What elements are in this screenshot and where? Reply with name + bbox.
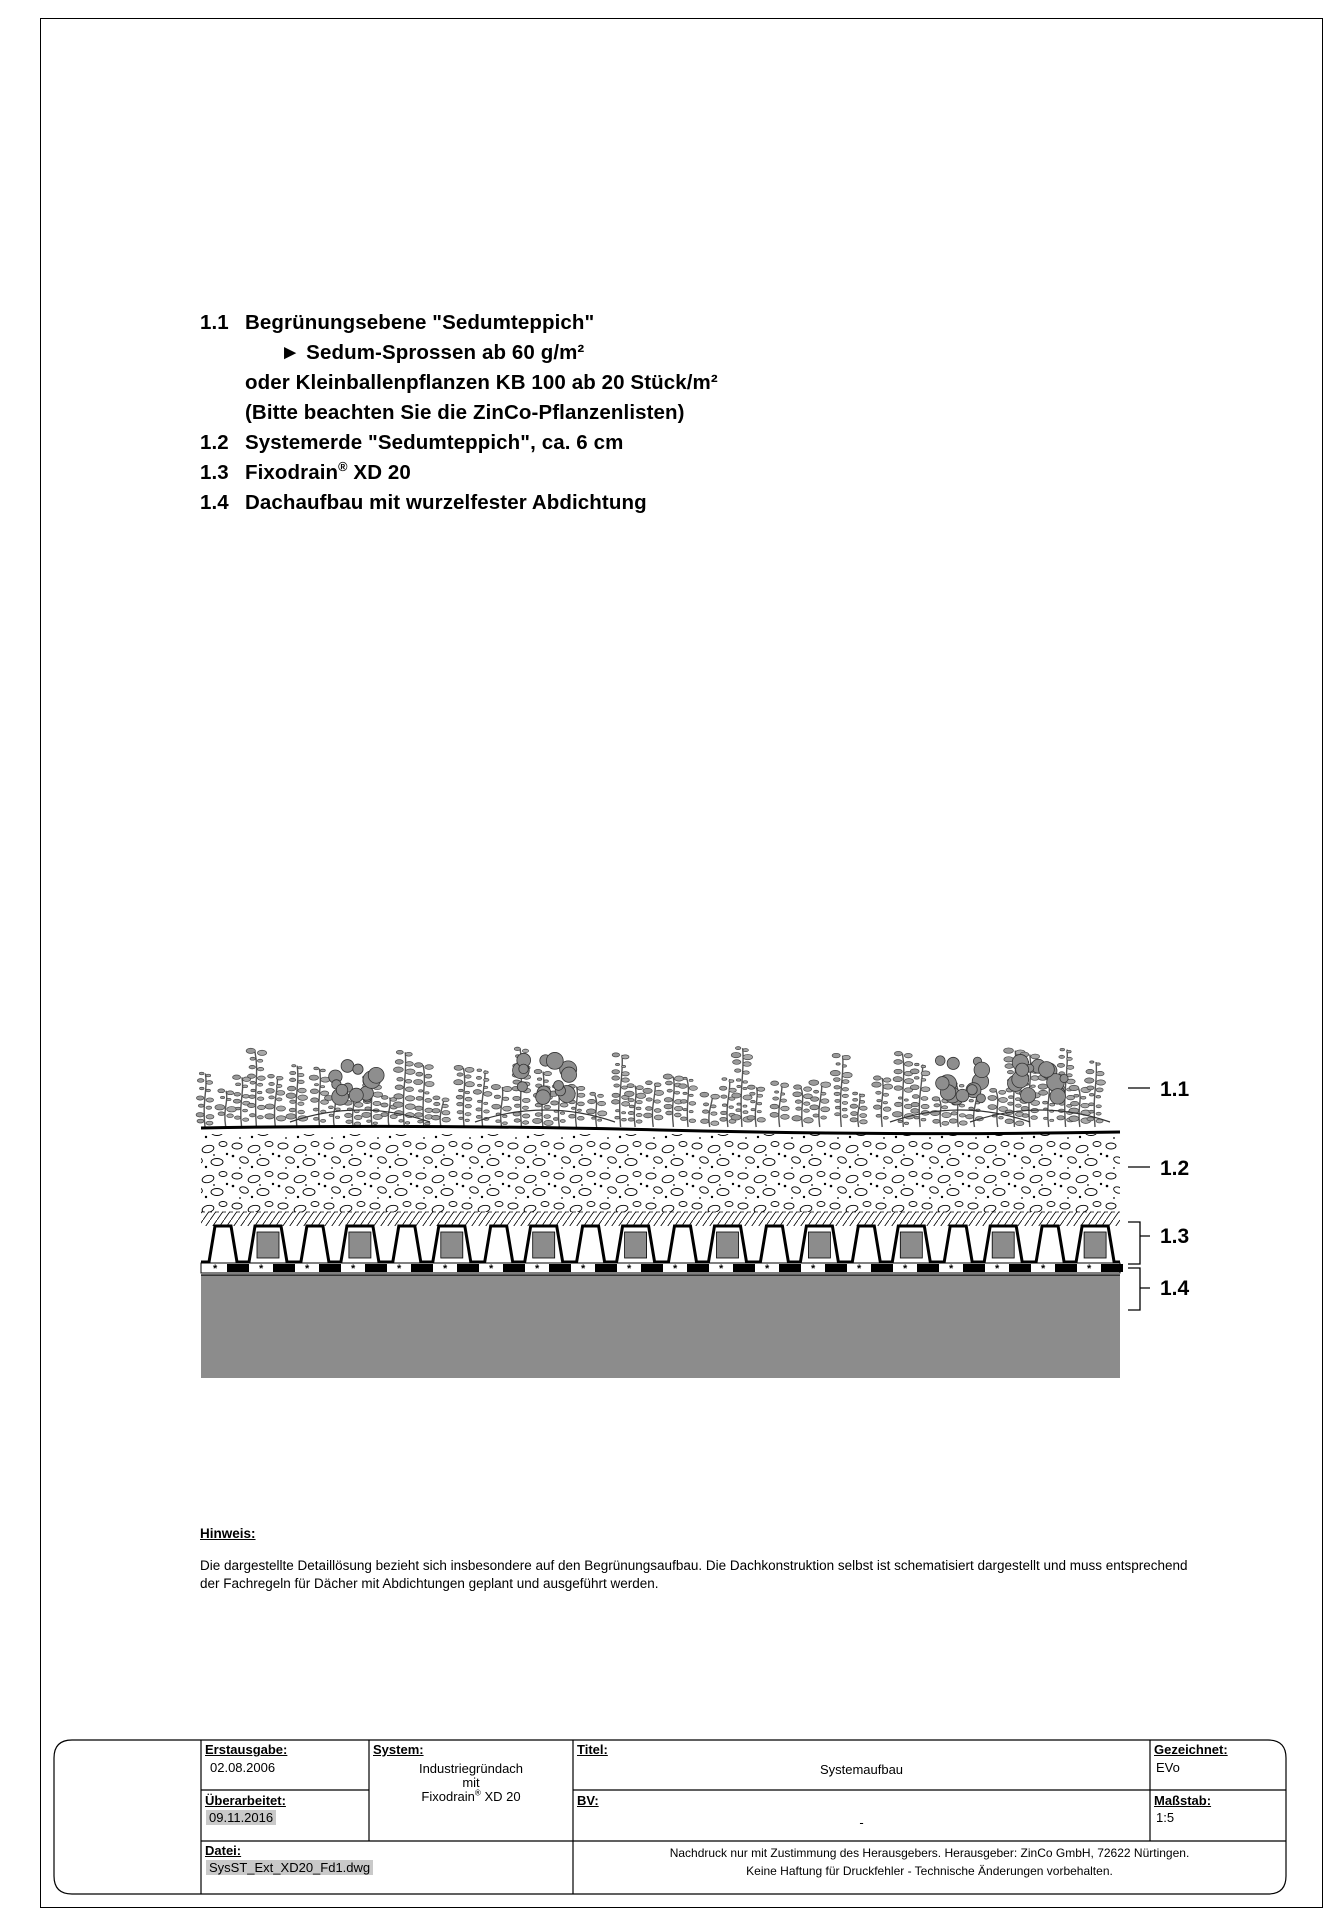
sedum-plant (432, 1096, 451, 1127)
legend-subline: (Bitte beachten Sie die ZinCo-Pflanzenlisten) (245, 401, 685, 424)
svg-text:*: * (581, 1263, 586, 1275)
drain-cup (717, 1232, 739, 1258)
sedum-plant (265, 1074, 286, 1127)
protection-mat-strip (201, 1263, 1123, 1275)
fixodrain-element (201, 1226, 1120, 1262)
copyright-line-2: Keine Haftung für Druckfehler - Technische Änderungen vorbehalten. (746, 1864, 1113, 1878)
datei-label: Datei: (205, 1843, 242, 1858)
callout-1-4 (1128, 1268, 1190, 1310)
sedum-plant (770, 1081, 789, 1127)
callout-1-3 (1128, 1222, 1189, 1264)
drain-cup (900, 1232, 922, 1258)
callout-1-1 (1128, 1078, 1190, 1101)
drain-cup (257, 1232, 279, 1258)
legend-text: Systemerde "Sedumteppich", ca. 6 cm (245, 431, 624, 454)
erstausgabe-label: Erstausgabe: (205, 1742, 288, 1757)
legend-number: 1.1 (200, 311, 229, 334)
roof-construction-layer (201, 1275, 1120, 1378)
callout-label: 1.2 (1160, 1157, 1190, 1180)
copyright-line-1: Nachdruck nur mit Zustimmung des Herausgebers. Herausgeber: ZinCo GmbH, 72622 Nürtingen. (669, 1846, 1190, 1860)
callout-label: 1.4 (1160, 1277, 1190, 1300)
sedum-plant (246, 1048, 267, 1127)
system-label: System: (373, 1742, 424, 1757)
svg-text:*: * (673, 1263, 678, 1275)
hint-title: Hinweis: (200, 1526, 256, 1541)
sedum-plant (830, 1053, 852, 1127)
titel-value: Systemaufbau (819, 1762, 904, 1777)
svg-text:*: * (765, 1263, 770, 1275)
legend-number: 1.4 (200, 491, 229, 514)
massstab-value: 1:5 (1156, 1810, 1175, 1825)
system-value (369, 1762, 573, 1804)
sedum-plant (700, 1092, 720, 1127)
sedum-plant (196, 1072, 214, 1127)
drain-cup (625, 1232, 647, 1258)
filter-fleece-hatch (201, 1212, 1120, 1226)
legend-text: XD 20 (347, 461, 411, 484)
erstausgabe-value: 02.08.2006 (210, 1760, 276, 1775)
sedum-plant (850, 1092, 867, 1127)
sedum-plant (586, 1092, 606, 1127)
sedum-plant (491, 1084, 512, 1127)
ueberarbeitet-value: 09.11.2016 (206, 1810, 276, 1826)
ueberarbeitet-label: Überarbeitet: (205, 1793, 286, 1808)
callout-label: 1.1 (1160, 1078, 1190, 1101)
legend-text: Fixodrain (245, 461, 339, 484)
sedum-plant (988, 1088, 1008, 1127)
titel-label: Titel: (577, 1742, 608, 1757)
bv-value: - (859, 1815, 864, 1830)
registered-mark: ® (338, 459, 348, 475)
sedum-plant (473, 1069, 492, 1127)
svg-text:*: * (259, 1263, 264, 1275)
vegetation-ground-line (201, 1126, 1120, 1133)
svg-text:*: * (857, 1263, 862, 1275)
svg-text:*: * (627, 1263, 632, 1275)
sedum-plant (611, 1053, 629, 1127)
gezeichnet-value: EVo (1156, 1760, 1180, 1775)
legend-subline: ► Sedum-Sprossen ab 60 g/m² (280, 341, 585, 364)
sedum-plant (454, 1065, 475, 1127)
gezeichnet-label: Gezeichnet: (1154, 1742, 1228, 1757)
svg-text:*: * (351, 1263, 356, 1275)
svg-text:*: * (1041, 1263, 1046, 1275)
svg-text:*: * (1087, 1263, 1092, 1275)
sedum-plant (679, 1077, 698, 1127)
drain-cup (1084, 1232, 1106, 1258)
sedum-vegetation-layer (196, 1047, 1110, 1127)
drain-cup (349, 1232, 371, 1258)
callout-1-2 (1128, 1157, 1189, 1180)
sedum-plant (872, 1076, 893, 1127)
legend-number: 1.2 (200, 431, 229, 454)
system-line: Industriegründach (418, 1761, 524, 1776)
sedum-plant (215, 1089, 237, 1127)
svg-text:*: * (305, 1263, 310, 1275)
massstab-label: Maßstab: (1154, 1793, 1212, 1808)
svg-text:*: * (811, 1263, 816, 1275)
sedum-plant (393, 1050, 415, 1127)
svg-text:*: * (719, 1263, 724, 1275)
svg-text:*: * (489, 1263, 494, 1275)
drain-cup (992, 1232, 1014, 1258)
legend-subline: oder Kleinballenpflanzen KB 100 ab 20 Stück/m² (245, 371, 718, 394)
callout-label: 1.3 (1160, 1225, 1190, 1248)
svg-text:*: * (995, 1263, 1000, 1275)
hint-text: Die dargestellte Detaillösung bezieht sich insbesondere auf den Begrünungsaufbau. Die Dachkonstruktion selbst ist schematisiert dargestellt und muss entsprechend der Fachregeln für Dächer mit Abdichtungen geplant und ausgeführt werden. (200, 1558, 1188, 1591)
system-line: Fixodrain® XD 20 (421, 1788, 521, 1804)
legend-text: Begrünungsebene "Sedumteppich" (245, 311, 595, 334)
legend-number: 1.3 (200, 461, 229, 484)
drain-cup (441, 1232, 463, 1258)
svg-text:*: * (443, 1263, 448, 1275)
datei-value: SysST_Ext_XD20_Fd1.dwg (206, 1860, 373, 1876)
substrate-layer (201, 1134, 1120, 1212)
svg-text:*: * (397, 1263, 402, 1275)
legend-text: Dachaufbau mit wurzelfester Abdichtung (245, 491, 647, 514)
sedum-plant (643, 1081, 664, 1127)
svg-text:*: * (535, 1263, 540, 1275)
sedum-plant (233, 1075, 251, 1127)
system-line: mit (462, 1775, 480, 1790)
svg-text:*: * (213, 1263, 218, 1275)
drain-cup (808, 1232, 830, 1258)
drain-cup (533, 1232, 555, 1258)
svg-text:*: * (949, 1263, 954, 1275)
bv-label: BV: (577, 1793, 599, 1808)
svg-text:*: * (903, 1263, 908, 1275)
hint-section (200, 1525, 1200, 1593)
